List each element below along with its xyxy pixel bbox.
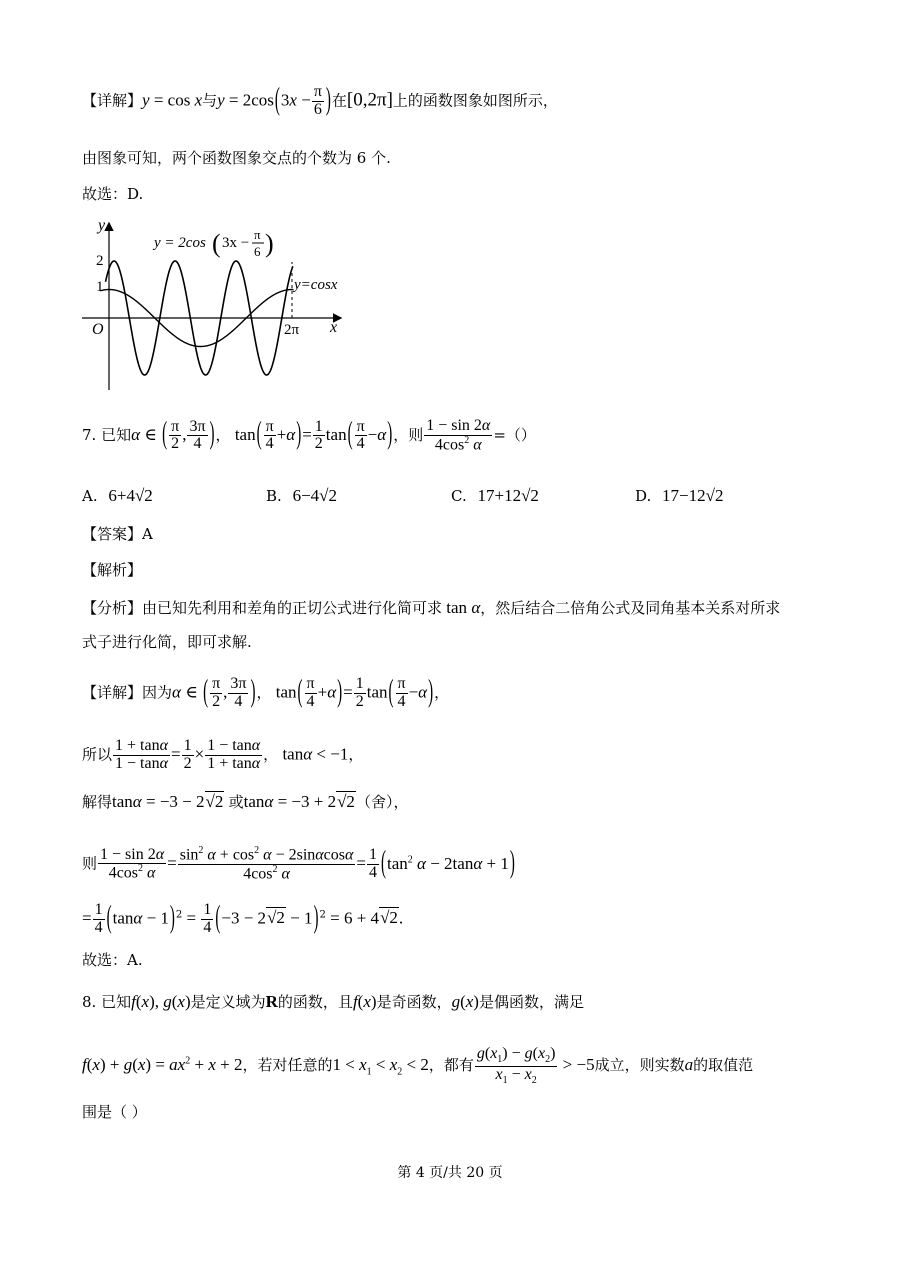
x-axis-label: x <box>330 319 338 336</box>
label-2cos: y = 2cos <box>154 235 206 251</box>
label-ycosx: y=cosx <box>294 277 338 293</box>
paragraph-intersections: 由图象可知，两个函数图象交点的个数为 6 个. <box>82 149 391 167</box>
fraction-pi-6: $\frac{\pi}{6}$ <box>313 83 322 118</box>
y-axis-label: y <box>98 217 106 234</box>
function-graph <box>72 210 372 395</box>
origin-label: O <box>92 321 104 338</box>
option-a[interactable]: A. 6+4√2 <box>82 486 153 505</box>
option-c[interactable]: C. 17+12√2 <box>451 486 539 505</box>
svg-text:): ) <box>265 229 274 258</box>
text-and: 与 <box>202 91 218 110</box>
tick-label-2pi: 2π <box>284 322 300 338</box>
svg-text:(: ( <box>212 229 221 258</box>
analysis-line-1: 【分析】由已知先利用和差角的正切公式进行化简可求 tan α，然后结合二倍角公式及同角基本关系对所求 <box>82 598 781 617</box>
detail-solve: 解得tanα = −3 − 2√2 或tanα = −3 + 2√2（舍）， <box>82 792 409 811</box>
choice-d: 故选：D. <box>82 185 144 203</box>
question-7: 7. 已知α ∈ ( $\frac{\pi}{2}$ , $\frac{3\pi}{4}$ )， tan( $\frac{\pi}{4}$ +α)= $\frac{1}{2}$ tan( $\frac{\pi}{4}$ −α)，则 $\frac{1 - \sin 2\alpha}{4\cos^2 \alpha}$ =（） <box>82 417 536 454</box>
svg-text:π: π <box>254 227 261 242</box>
detail-result: = $\frac{1}{4}$ $(\tan\alpha - 1)^2$ = $\frac{1}{4}$ $(-3 - 2√2 - 1)^2 = 6 + 4√2$. <box>82 901 404 936</box>
interval: [0,2π] <box>346 89 393 111</box>
option-b[interactable]: B. 6−4√2 <box>266 486 337 505</box>
svg-text:3x −: 3x − <box>222 235 250 251</box>
analysis-line-2: 式子进行化简，即可求解. <box>82 633 252 651</box>
page-footer: 第 4 页/共 20 页 <box>397 1165 503 1181</box>
svg-text:6: 6 <box>254 244 261 259</box>
detail-then: 则 $\frac{1 - \sin 2\alpha}{4\cos^2 \alpha}$ = $\frac{\sin^2 \alpha + \cos^2 \alpha - 2\sin\alpha\cos\alpha}{4\cos^2 \alpha}$ = $\frac{1}{4}$ ($\tan^2$ α − 2tanα + 1) <box>82 845 515 883</box>
answer: 【答案】A <box>82 525 153 543</box>
formula-cos: y <box>142 90 150 110</box>
detail-line-1: 【详解】y = cos x与y = 2cos(3x − $\frac{\pi}{6}$ )在[0,2π]上的函数图象如图所示， <box>82 83 558 118</box>
tick-label-1: 1 <box>96 279 104 295</box>
option-d[interactable]: D. 17−12√2 <box>635 486 724 505</box>
question-8-line-1: 8. 已知f(x), g(x)是定义域为R的函数，且f(x)是奇函数，g(x)是偶函数，满足 <box>82 992 584 1011</box>
detail-because: 【详解】因为α ∈ ( $\frac{\pi}{2}$ , $\frac{3\pi}{4}$ )， tan( $\frac{\pi}{4}$ +α)= $\frac{1}{2}$ tan( $\frac{\pi}{4}$ −α)， <box>82 675 450 710</box>
final-choice: 故选：A. <box>82 951 143 969</box>
detail-tag: 【详解】 <box>82 91 143 110</box>
tick-label-2: 2 <box>96 253 104 269</box>
detail-so: 所以 $\frac{1 + \tan\alpha}{1 - \tan\alpha}$ = $\frac{1}{2}$ × $\frac{1 - \tan\alpha}{1 + \tan\alpha}$ ， tanα < −1， <box>82 737 364 772</box>
question-8-line-2: $f(x) + g(x) = ax^2 + x + 2$，若对任意的$1 < x_1 < x_2 < 2$，都有 $\frac{g(x_1) - g(x_2)}{x_1 - x_2}$ > −5成立，则实数a的取值范 <box>82 1045 754 1086</box>
analysis-title: 【解析】 <box>82 561 143 579</box>
question-8-line-3: 围是（ ） <box>82 1103 147 1121</box>
